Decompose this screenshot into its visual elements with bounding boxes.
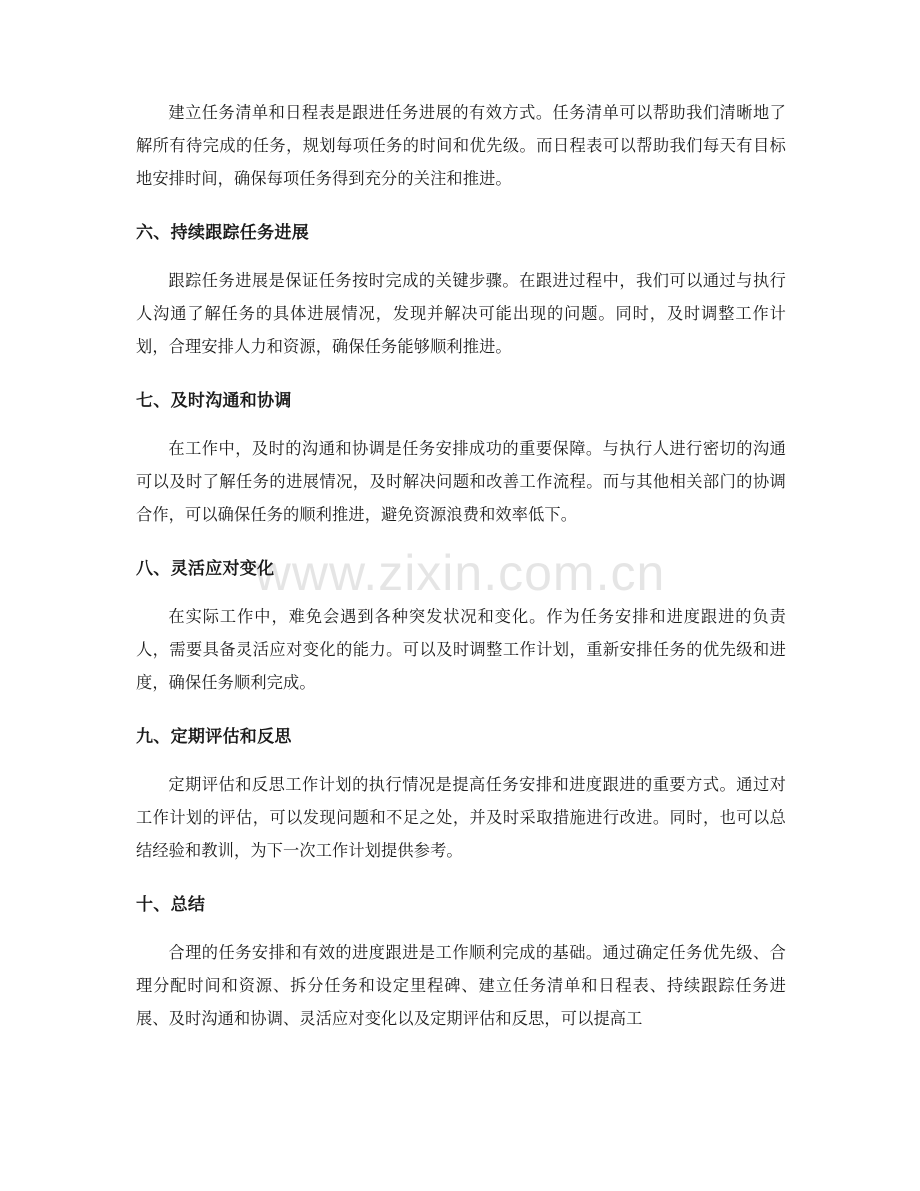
paragraph-summary: 合理的任务安排和有效的进度跟进是工作顺利完成的基础。通过确定任务优先级、合理分配时间和资源、拆分任务和设定里程碑、建立任务清单和日程表、持续跟踪任务进展、及时沟通和协调、灵活应对变化以及定期评估和反思，可以提高工: [136, 943, 786, 1028]
paragraph-flexibility: 在实际工作中，难免会遇到各种突发状况和变化。作为任务安排和进度跟进的负责人，需要具备灵活应对变化的能力。可以及时调整工作计划，重新安排任务的优先级和进度，确保任务顺利完成。: [136, 607, 786, 692]
heading-communication: 七、及时沟通和协调: [136, 391, 292, 411]
paragraph-evaluation: 定期评估和反思工作计划的执行情况是提高任务安排和进度跟进的重要方式。通过对工作计划的评估，可以发现问题和不足之处，并及时采取措施进行改进。同时，也可以总结经验和教训，为下一次工作计划提供参考。: [136, 775, 786, 860]
heading-flexibility: 八、灵活应对变化: [136, 559, 275, 579]
paragraph-communication: 在工作中，及时的沟通和协调是任务安排成功的重要保障。与执行人进行密切的沟通可以及时了解任务的进展情况，及时解决问题和改善工作流程。而与其他相关部门的协调合作，可以确保任务的顺利推进，避免资源浪费和效率低下。: [136, 439, 786, 524]
heading-evaluation: 九、定期评估和反思: [136, 727, 292, 747]
heading-track-progress: 六、持续跟踪任务进展: [136, 223, 309, 243]
watermark: www.zixin.com.cn: [254, 545, 666, 601]
paragraph-track-progress: 跟踪任务进展是保证任务按时完成的关键步骤。在跟进过程中，我们可以通过与执行人沟通了解任务的具体进展情况，发现并解决可能出现的问题。同时，及时调整工作计划，合理安排人力和资源，确保任务能够顺利推进。: [136, 271, 786, 356]
document-page: [136, 96, 786, 1035]
paragraph-task-list: 建立任务清单和日程表是跟进任务进展的有效方式。任务清单可以帮助我们清晰地了解所有待完成的任务，规划每项任务的时间和优先级。而日程表可以帮助我们每天有目标地安排时间，确保每项任务得到充分的关注和推进。: [136, 103, 786, 188]
heading-summary: 十、总结: [136, 895, 206, 915]
